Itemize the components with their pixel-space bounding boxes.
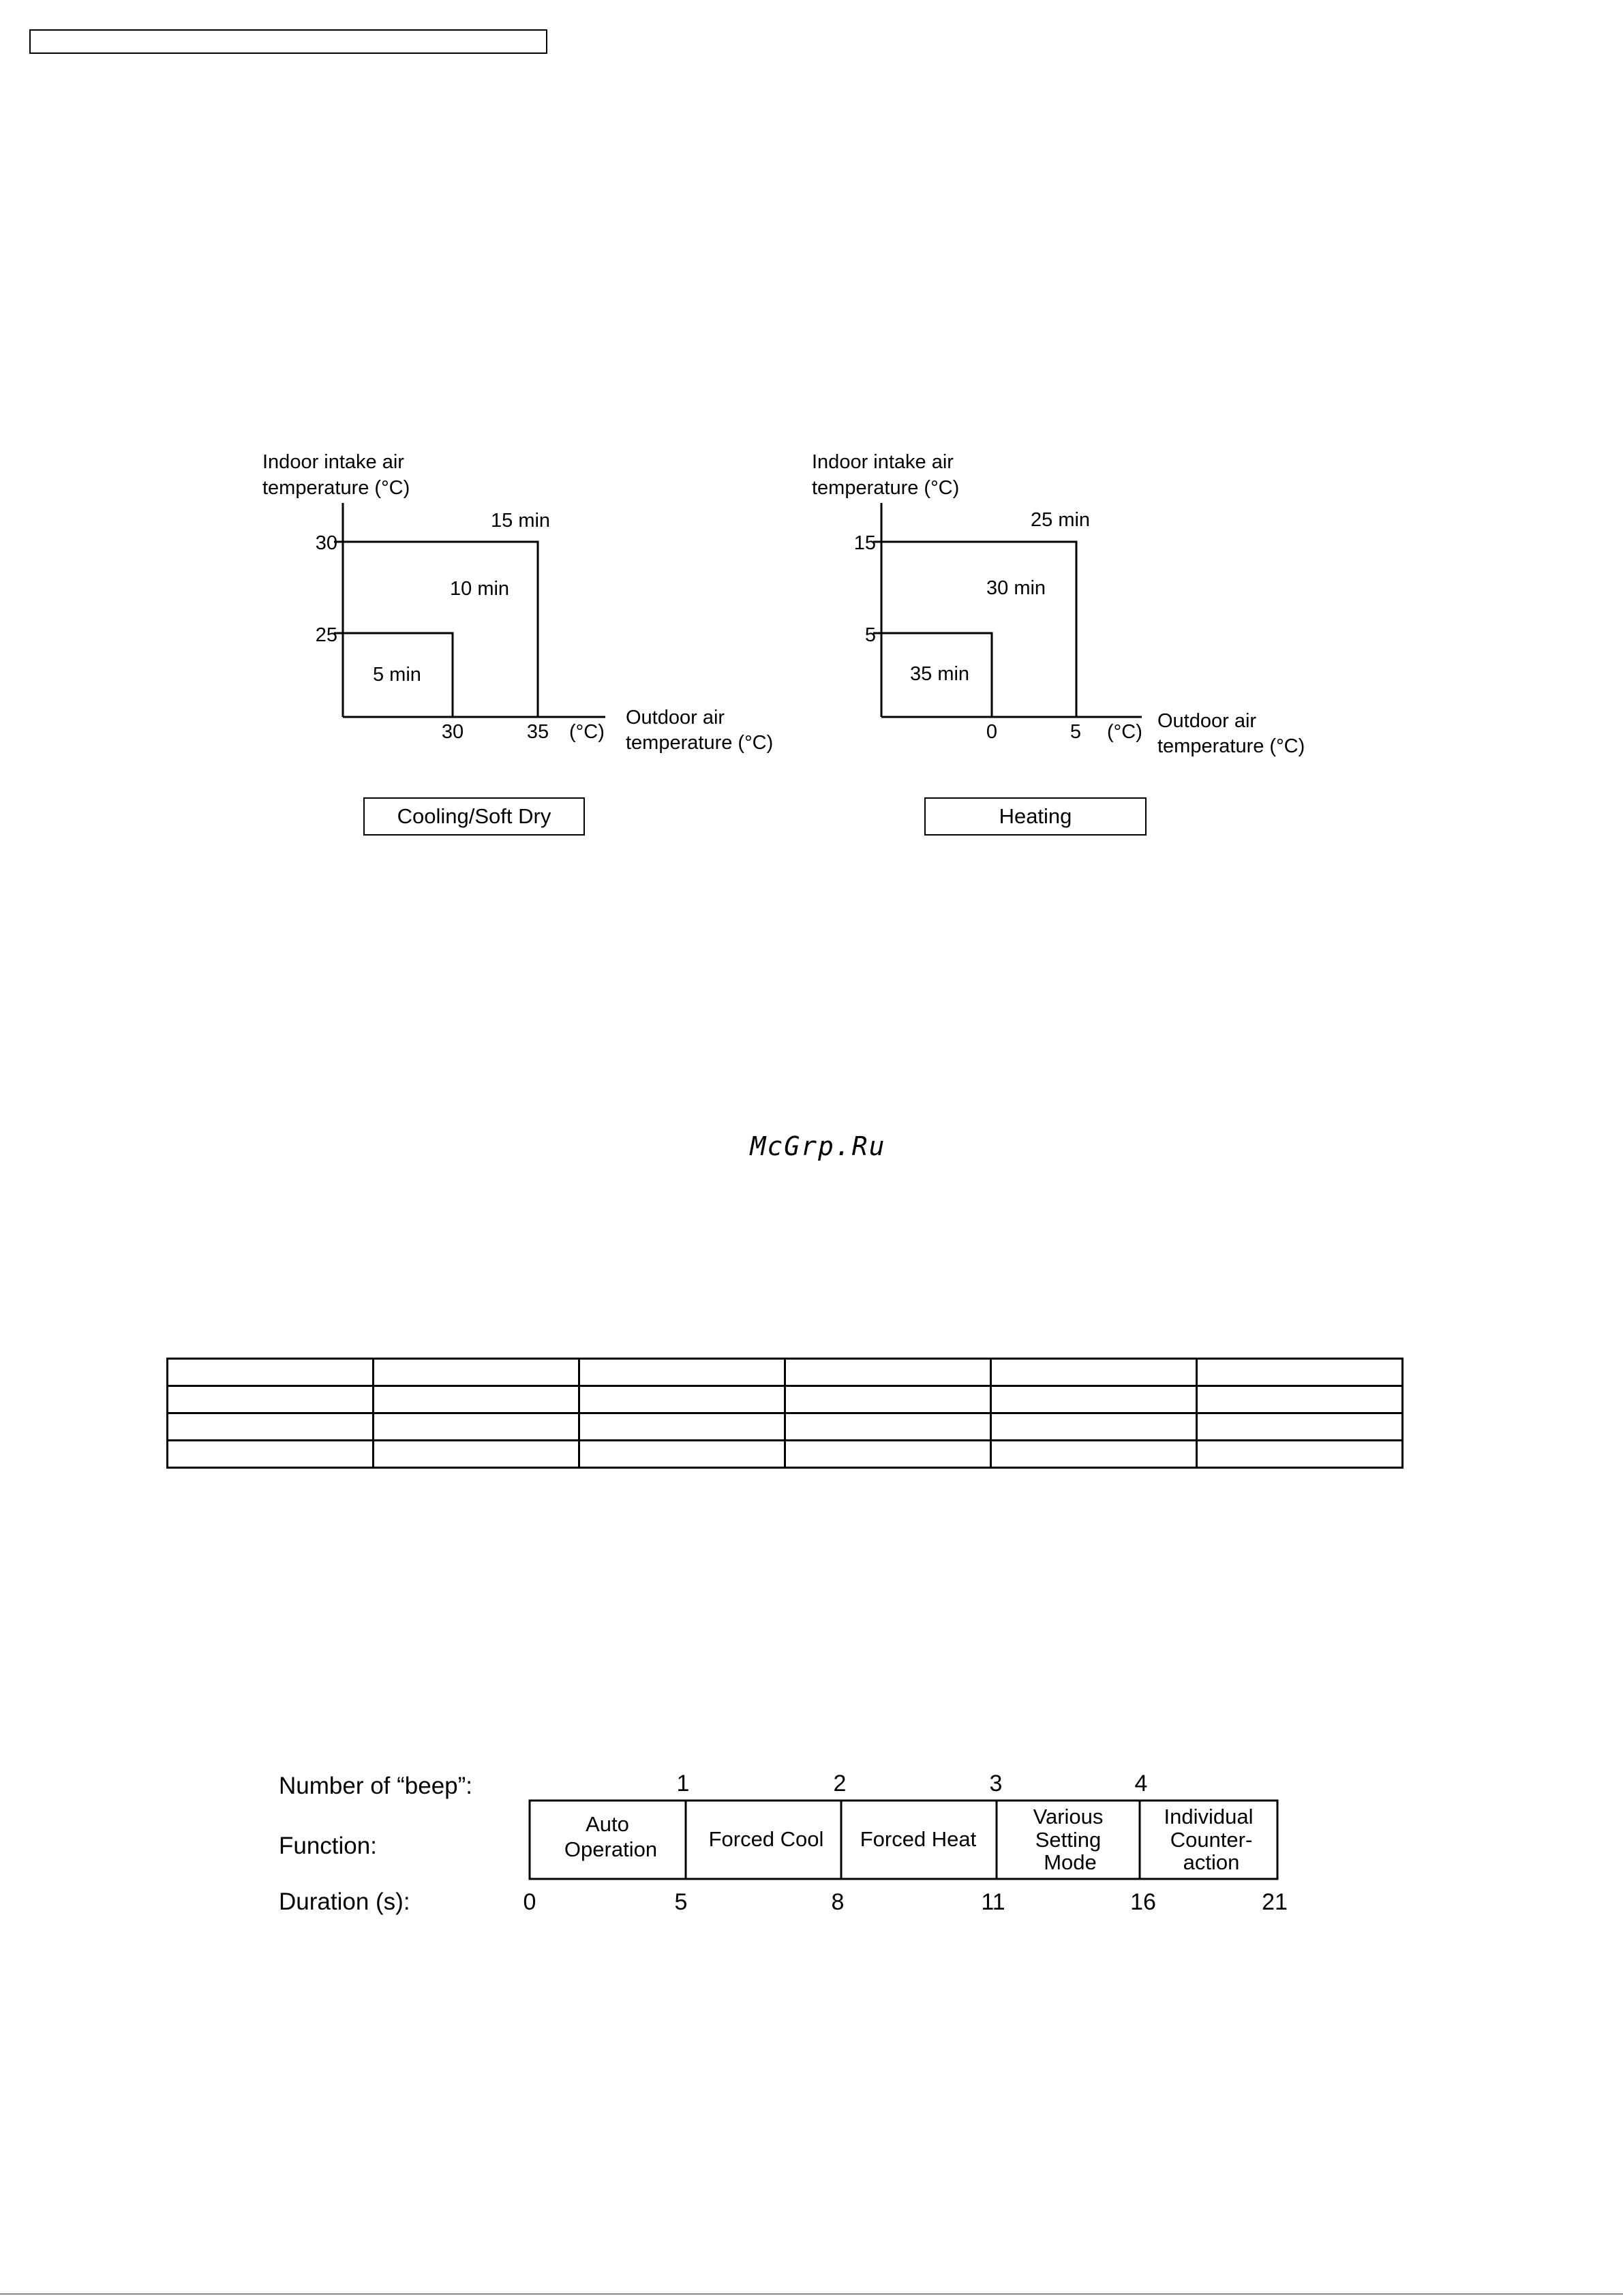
beep-row-label: Number of “beep”: [279, 1773, 473, 1799]
function-forced-heat: Forced Heat [860, 1827, 977, 1851]
footer-rule [0, 2293, 1623, 2295]
cooling-xlabel-2: temperature (°C) [626, 732, 774, 754]
function-auto-2: Operation [564, 1837, 658, 1861]
cooling-xtick-label: 30 [441, 721, 464, 743]
function-various-3: Mode [1044, 1850, 1097, 1874]
cooling-ytick-label: 25 [315, 624, 337, 646]
beep-number: 3 [989, 1771, 1003, 1796]
duration-tick: 5 [674, 1889, 688, 1915]
function-individual-2: Counter- [1170, 1828, 1253, 1852]
heating-zone-label: 25 min [1031, 509, 1091, 531]
cooling-zone-label: 10 min [450, 578, 510, 600]
heating-ylabel-1: Indoor intake air [812, 451, 954, 473]
cooling-unit: (°C) [569, 721, 605, 743]
duration-row-label: Duration (s): [279, 1888, 410, 1915]
beep-number: 1 [676, 1771, 690, 1796]
table-row [168, 1441, 1403, 1468]
cooling-xlabel-1: Outdoor air [626, 707, 725, 729]
heating-zone-label: 30 min [986, 577, 1046, 599]
duration-tick: 16 [1130, 1889, 1156, 1915]
cooling-outer-zone [343, 542, 538, 717]
function-row-label: Function: [279, 1833, 377, 1859]
beep-svg [0, 1758, 1623, 1935]
table-row [168, 1413, 1403, 1441]
duration-tick: 11 [981, 1889, 1005, 1915]
heating-zone-label: 35 min [910, 663, 970, 685]
duration-tick: 0 [523, 1889, 536, 1915]
cooling-ytick-label: 30 [315, 532, 337, 554]
heating-caption: Heating [924, 797, 1147, 836]
function-auto-1: Auto [586, 1812, 629, 1836]
function-individual-1: Individual [1164, 1805, 1254, 1828]
watermark: McGrp.Ru [750, 1131, 886, 1161]
charts-svg [0, 0, 1623, 886]
beep-number: 2 [833, 1771, 847, 1796]
cooling-zone-label: 5 min [373, 664, 421, 686]
cooling-ylabel-2: temperature (°C) [262, 477, 410, 499]
heating-xtick-label: 5 [1070, 721, 1082, 743]
heating-xlabel-2: temperature (°C) [1157, 735, 1305, 757]
heating-ylabel-2: temperature (°C) [812, 477, 960, 499]
function-various-2: Setting [1035, 1828, 1102, 1852]
cooling-xtick-label: 35 [526, 721, 549, 743]
heating-ytick-label: 15 [853, 532, 876, 554]
empty-table [166, 1358, 1404, 1469]
heating-xtick-label: 0 [986, 721, 998, 743]
heating-ytick-label: 5 [864, 624, 876, 646]
function-various-1: Various [1033, 1805, 1104, 1828]
beep-number: 4 [1134, 1771, 1148, 1796]
heating-outer-zone [881, 542, 1076, 717]
cooling-caption: Cooling/Soft Dry [363, 797, 585, 836]
heating-xlabel-1: Outdoor air [1157, 710, 1257, 732]
cooling-zone-label: 15 min [491, 510, 551, 532]
function-individual-3: action [1183, 1850, 1240, 1874]
duration-tick: 21 [1262, 1889, 1288, 1915]
duration-tick: 8 [831, 1889, 845, 1915]
heating-unit: (°C) [1107, 721, 1142, 743]
table-row [168, 1359, 1403, 1386]
cooling-ylabel-1: Indoor intake air [262, 451, 404, 473]
function-forced-cool: Forced Cool [708, 1827, 824, 1851]
table-row [168, 1386, 1403, 1413]
